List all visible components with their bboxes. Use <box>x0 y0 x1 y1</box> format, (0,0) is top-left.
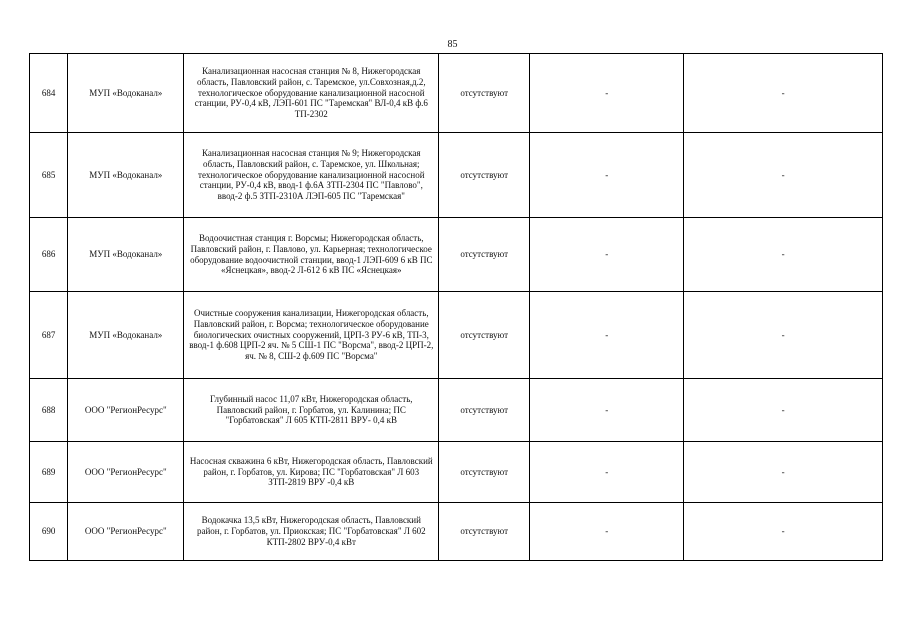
column-b-cell: - <box>684 54 883 133</box>
column-a-cell: - <box>530 54 684 133</box>
column-a-cell: - <box>530 292 684 379</box>
table-row <box>30 379 883 442</box>
row-number: 686 <box>30 218 68 292</box>
column-a-cell: - <box>530 133 684 218</box>
column-a-cell: - <box>530 442 684 503</box>
table-row <box>30 292 883 379</box>
table-row <box>30 54 883 133</box>
column-a-cell: - <box>530 503 684 561</box>
facility-description-cell: Водокачка 13,5 кВт, Нижегородская область, Павловский район, г. Горбатов, ул. Приокская; ПС "Горбатовская" Л 602 КТП-2802 ВРУ-0,4 кВт <box>184 503 439 561</box>
status-cell: отсутствуют <box>439 379 530 442</box>
facility-description-cell: Канализационная насосная станция № 8, Нижегородская область, Павловский район, с. Таремское, ул.Совхозная,д.2, технологическое оборудование канализационной насосной станции, РУ-0,4 кВ, ЛЭП-601 ПС "Таремская" ВЛ-0,4 кВ ф.6 ТП-2302 <box>184 54 439 133</box>
row-number: 690 <box>30 503 68 561</box>
column-b-cell: - <box>684 379 883 442</box>
status-cell: отсутствуют <box>439 54 530 133</box>
organization-cell: ООО "РегионРесурс" <box>68 442 184 503</box>
row-number: 689 <box>30 442 68 503</box>
table-row <box>30 133 883 218</box>
column-a-cell: - <box>530 218 684 292</box>
facility-description-cell: Водоочистная станция г. Ворсмы; Нижегородская область, Павловский район, г. Павлово, ул. Карьерная; технологическое оборудование водоочистной станции, ввод-1 ЛЭП-609 6 кВ ПС «Яснецкая», ввод-2 Л-612 6 кВ ПС «Яснецкая» <box>184 218 439 292</box>
organization-cell: МУП «Водоканал» <box>68 54 184 133</box>
table-row <box>30 218 883 292</box>
facility-description-cell: Глубинный насос 11,07 кВт, Нижегородская область, Павловский район, г. Горбатов, ул. Калинина; ПС "Горбатовская" Л 605 КТП-2811 ВРУ- 0,4 кВ <box>184 379 439 442</box>
row-number: 684 <box>30 54 68 133</box>
page-number: 85 <box>447 39 458 50</box>
facility-description-cell: Канализационная насосная станция № 9; Нижегородская область, Павловский район, с. Таремское, ул. Школьная; технологическое оборудование канализационной насосной станции, РУ-0,4 кВ, ввод-1 ф.6А ЗТП-2304 ПС "Павлово", ввод-2 ф.5 ЗТП-2310А ЛЭП-605 ПС "Таремская" <box>184 133 439 218</box>
organization-cell: МУП «Водоканал» <box>68 133 184 218</box>
facility-description-cell: Насосная скважина 6 кВт, Нижегородская область, Павловский район, г. Горбатов, ул. Кирова; ПС "Горбатовская" Л 603 ЗТП-2819 ВРУ -0,4 кВ <box>184 442 439 503</box>
column-b-cell: - <box>684 292 883 379</box>
column-b-cell: - <box>684 503 883 561</box>
organization-cell: ООО "РегионРесурс" <box>68 379 184 442</box>
table-row <box>30 503 883 561</box>
column-b-cell: - <box>684 133 883 218</box>
status-cell: отсутствуют <box>439 133 530 218</box>
row-number: 688 <box>30 379 68 442</box>
status-cell: отсутствуют <box>439 442 530 503</box>
organization-cell: МУП «Водоканал» <box>68 292 184 379</box>
column-b-cell: - <box>684 218 883 292</box>
organization-cell: МУП «Водоканал» <box>68 218 184 292</box>
facility-description-cell: Очистные сооружения канализации, Нижегородская область, Павловский район, г. Ворсма; технологическое оборудование биологических очистных сооружений, ЦРП-3 РУ-6 кВ, ТП-3, ввод-1 ф.608 ЦРП-2 яч. № 5 СШ-1 ПС "Ворсма", ввод-2 ЦРП-2, яч. № 8, СШ-2 ф.609 ПС "Ворсма" <box>184 292 439 379</box>
status-cell: отсутствуют <box>439 503 530 561</box>
status-cell: отсутствуют <box>439 292 530 379</box>
registry-table <box>29 53 883 561</box>
row-number: 687 <box>30 292 68 379</box>
column-a-cell: - <box>530 379 684 442</box>
column-b-cell: - <box>684 442 883 503</box>
row-number: 685 <box>30 133 68 218</box>
status-cell: отсутствуют <box>439 218 530 292</box>
table-row <box>30 442 883 503</box>
organization-cell: ООО "РегионРесурс" <box>68 503 184 561</box>
